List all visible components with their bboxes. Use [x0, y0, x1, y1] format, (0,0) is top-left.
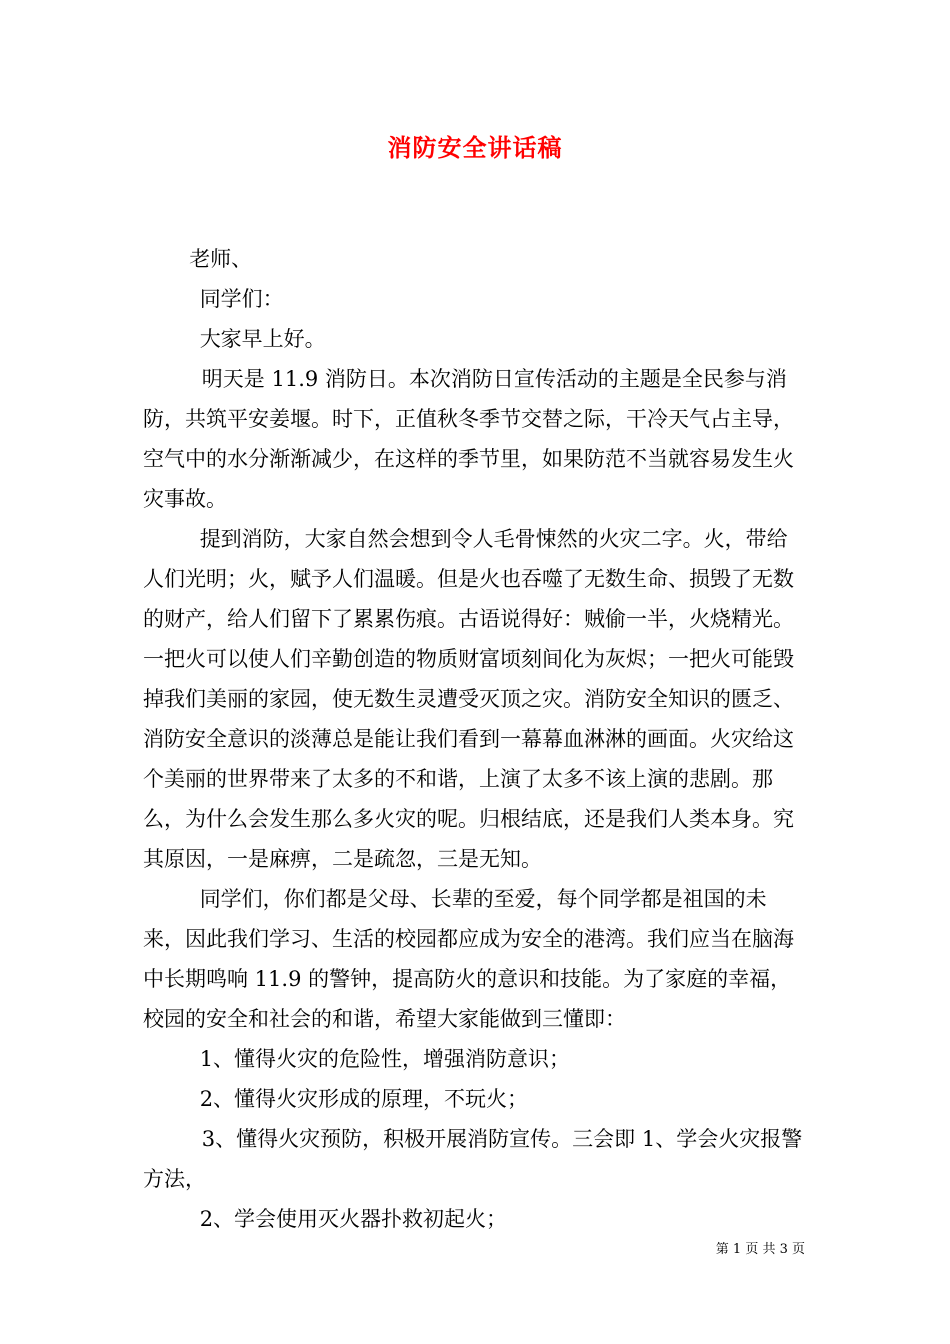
body-paragraph: 同学们，你们都是父母、长辈的至爱，每个同学都是祖国的未来，因此我们学习、生活的校园都应成为安全的港湾。我们应当在脑海中长期鸣响 11.9 的警钟，提高防火的意识和技能。为了家庭的幸福，校园的安全和社会的和谐，希望大家能做到三懂即：: [143, 887, 794, 1031]
body-paragraph: 2、学会使用灭火器扑救初起火；: [199, 1207, 508, 1231]
body-paragraph: 同学们：: [199, 287, 284, 311]
body-paragraph: 老师、: [189, 247, 253, 271]
document-body: [143, 239, 807, 1239]
body-paragraph: 明天是 11.9 消防日。本次消防日宣传活动的主题是全民参与消防，共筑平安姜堰。时下，正值秋冬季节交替之际，干冷天气占主导，空气中的水分渐渐减少，在这样的季节里，如果防范不当就容易发生火灾事故。: [143, 367, 794, 511]
body-paragraph: 1、懂得火灾的危险性，增强消防意识；: [199, 1047, 571, 1071]
body-paragraph: 大家早上好。: [199, 327, 326, 351]
body-paragraph: 2、懂得火灾形成的原理，不玩火；: [199, 1087, 529, 1111]
body-paragraph: 提到消防，大家自然会想到令人毛骨悚然的火灾二字。火，带给人们光明；火，赋予人们温暖。但是火也吞噬了无数生命、损毁了无数的财产，给人们留下了累累伤痕。古语说得好：贼偷一半，火烧精光。一把火可以使人们辛勤创造的物质财富顷刻间化为灰烬；一把火可能毁掉我们美丽的家园，使无数生灵遭受灭顶之灾。消防安全知识的匮乏、消防安全意识的淡薄总是能让我们看到一幕幕血淋淋的画面。火灾给这个美丽的世界带来了太多的不和谐，上演了太多不该上演的悲剧。那么，为什么会发生那么多火灾的呢。归根结底，还是我们人类本身。究其原因，一是麻痹，二是疏忽，三是无知。: [143, 527, 794, 871]
body-paragraph: 3、懂得火灾预防，积极开展消防宣传。三会即 1、学会火灾报警方法，: [143, 1127, 803, 1191]
page-number-footer: 第 1 页 共 3 页: [715, 1242, 805, 1257]
document-title: 消防安全讲话稿: [387, 133, 563, 162]
